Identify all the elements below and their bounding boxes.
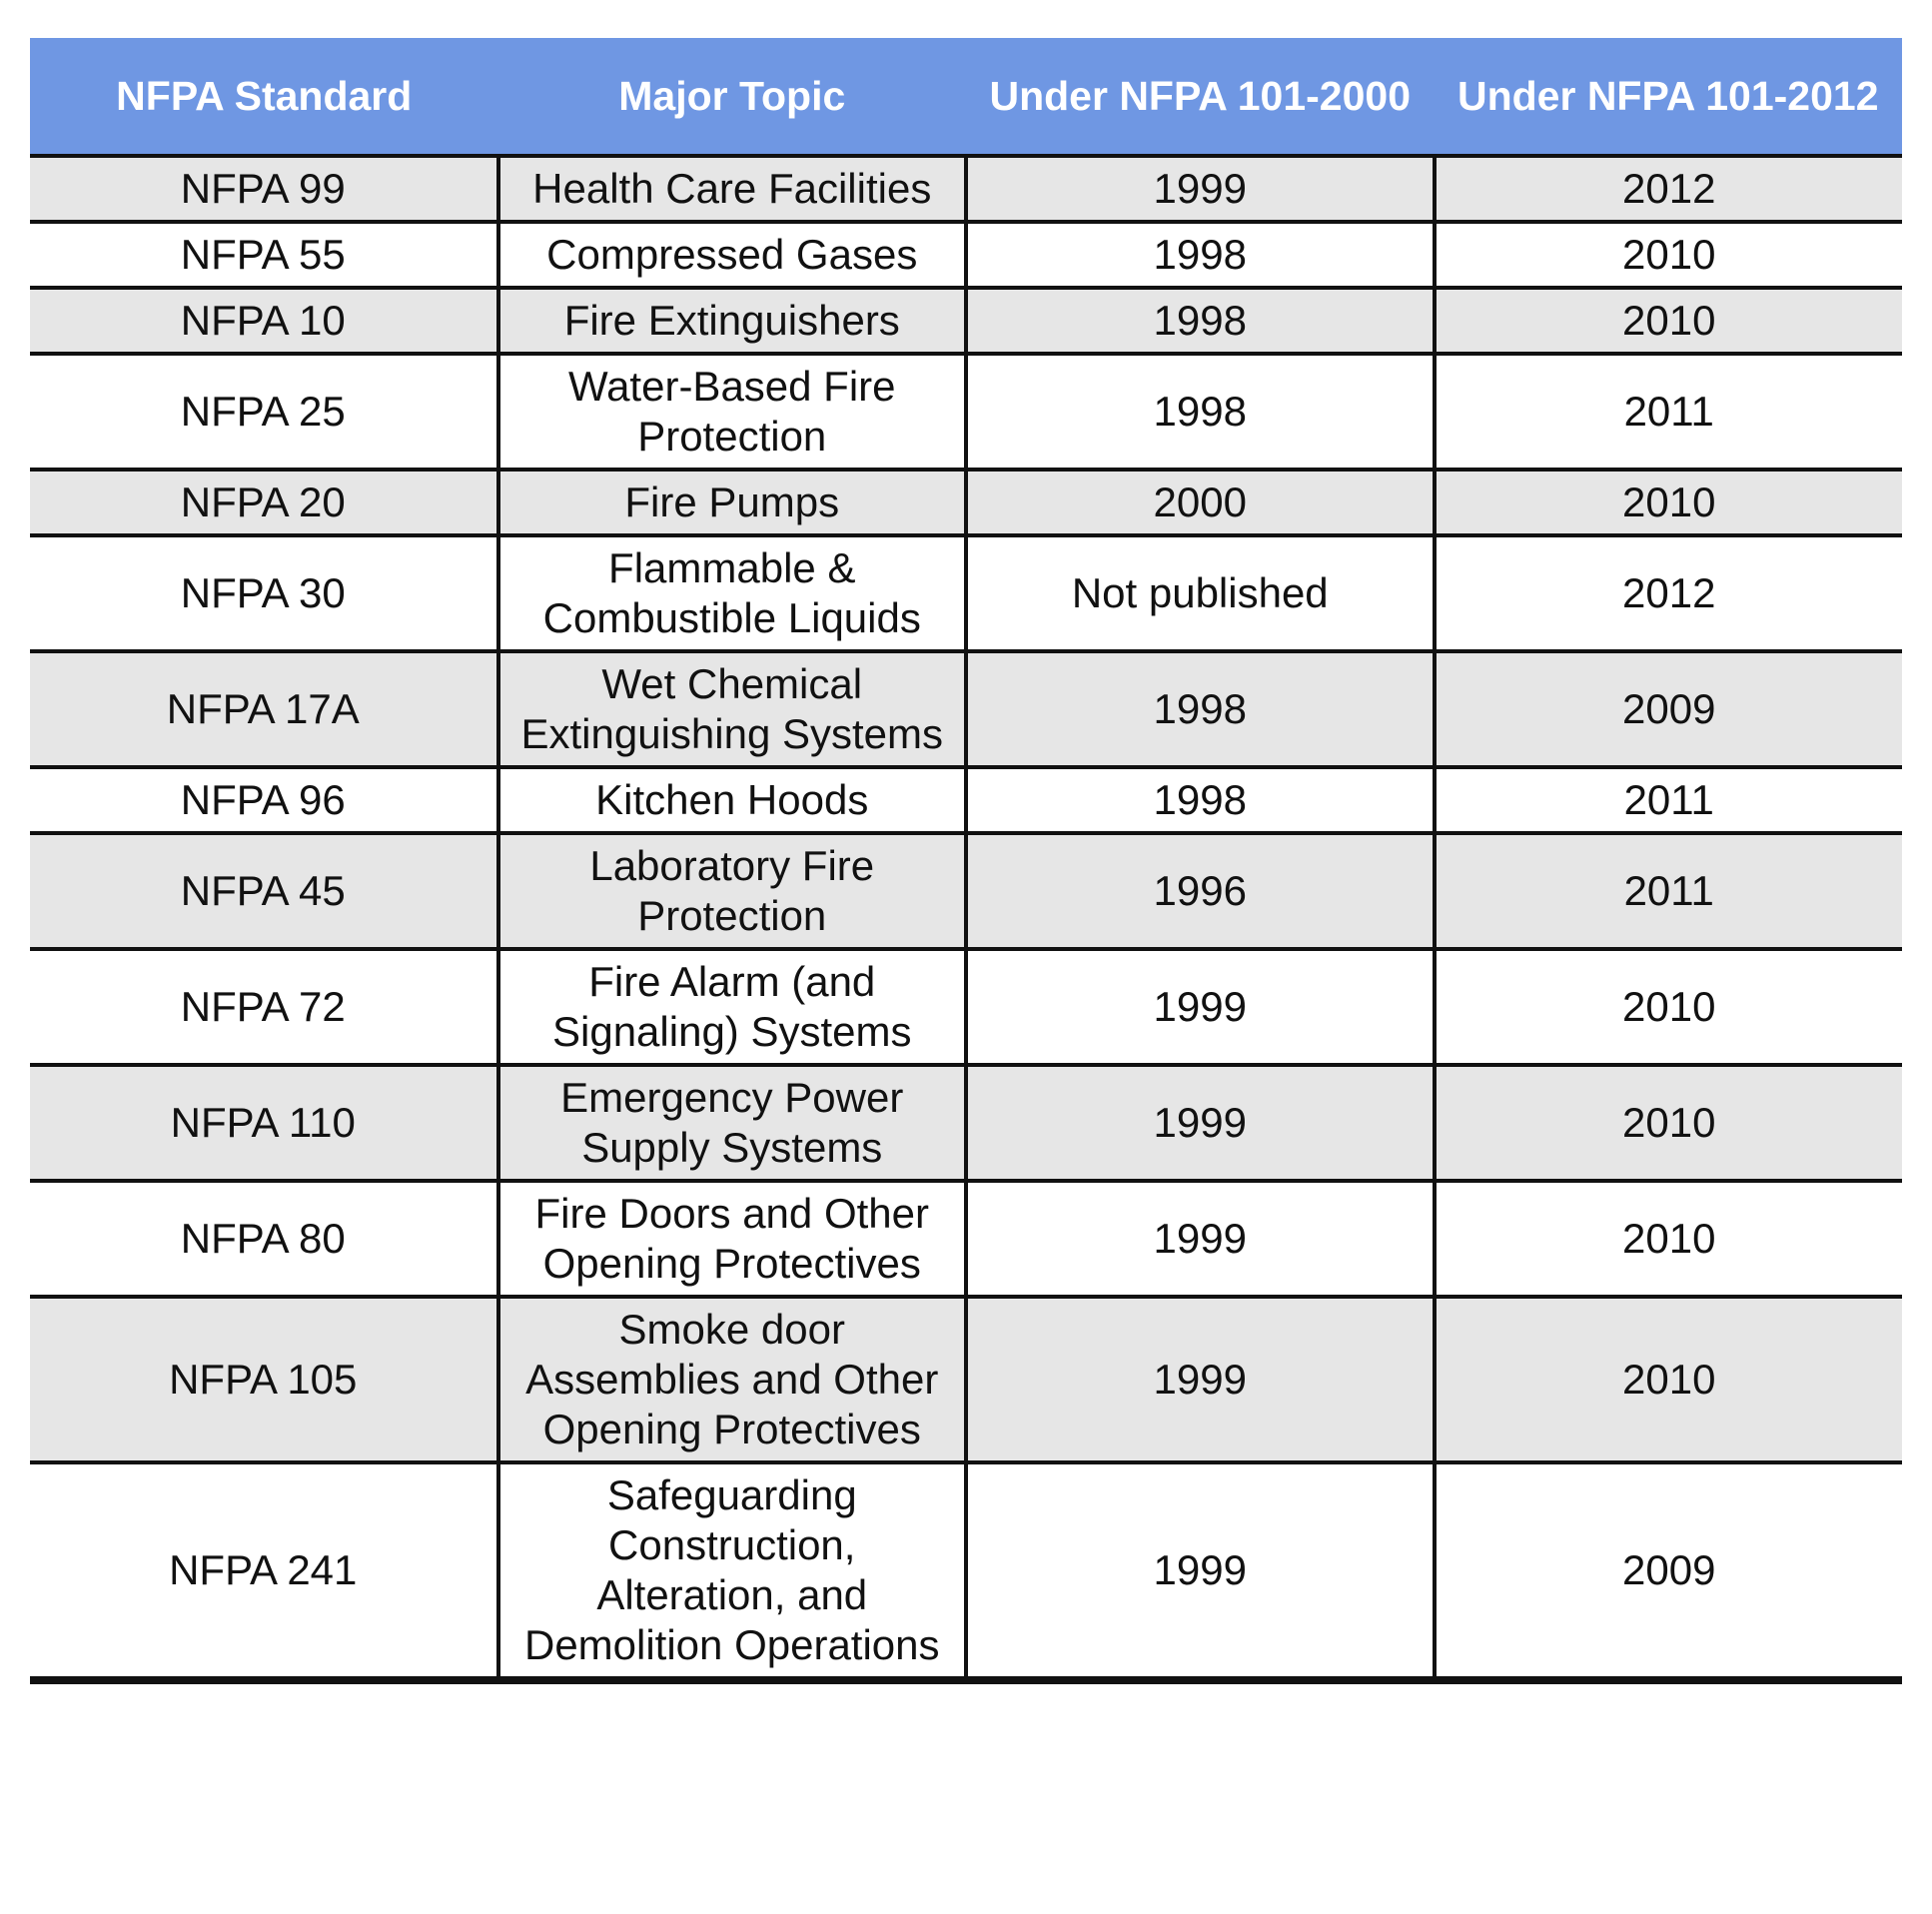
table-row — [30, 1181, 1902, 1297]
cell-major-topic: Water-Based Fire Protection — [498, 354, 967, 470]
header-nfpa-standard: NFPA Standard — [30, 38, 498, 156]
cell-major-topic: Safeguarding Construction, Alteration, and Demolition Operations — [498, 1462, 967, 1680]
cell-under-2000: 1998 — [966, 767, 1435, 833]
cell-under-2012: 2012 — [1435, 535, 1903, 651]
table-row — [30, 651, 1902, 767]
cell-under-2012: 2011 — [1435, 354, 1903, 470]
cell-nfpa-standard: NFPA 96 — [30, 767, 498, 833]
nfpa-standards-table-container — [30, 38, 1902, 1684]
cell-nfpa-standard: NFPA 25 — [30, 354, 498, 470]
cell-under-2000: 1999 — [966, 1297, 1435, 1462]
cell-under-2000: Not published — [966, 535, 1435, 651]
cell-under-2012: 2011 — [1435, 833, 1903, 949]
cell-major-topic: Compressed Gases — [498, 222, 967, 288]
cell-under-2012: 2010 — [1435, 1181, 1903, 1297]
cell-under-2000: 1998 — [966, 651, 1435, 767]
cell-nfpa-standard: NFPA 241 — [30, 1462, 498, 1680]
table-row — [30, 767, 1902, 833]
cell-under-2000: 1999 — [966, 1065, 1435, 1181]
cell-under-2012: 2009 — [1435, 1462, 1903, 1680]
cell-major-topic: Fire Extinguishers — [498, 288, 967, 354]
table-body — [30, 156, 1902, 1680]
cell-nfpa-standard: NFPA 17A — [30, 651, 498, 767]
cell-under-2012: 2010 — [1435, 222, 1903, 288]
cell-major-topic: Fire Pumps — [498, 470, 967, 535]
cell-under-2000: 1999 — [966, 1462, 1435, 1680]
cell-under-2012: 2010 — [1435, 1065, 1903, 1181]
table-row — [30, 833, 1902, 949]
cell-under-2012: 2010 — [1435, 949, 1903, 1065]
table-row — [30, 1065, 1902, 1181]
cell-under-2012: 2010 — [1435, 1297, 1903, 1462]
cell-under-2000: 1996 — [966, 833, 1435, 949]
cell-nfpa-standard: NFPA 99 — [30, 156, 498, 222]
cell-major-topic: Laboratory Fire Protection — [498, 833, 967, 949]
table-row — [30, 288, 1902, 354]
cell-nfpa-standard: NFPA 10 — [30, 288, 498, 354]
cell-under-2012: 2009 — [1435, 651, 1903, 767]
cell-under-2012: 2012 — [1435, 156, 1903, 222]
table-row — [30, 1462, 1902, 1680]
cell-under-2000: 1998 — [966, 354, 1435, 470]
table-row — [30, 470, 1902, 535]
cell-under-2000: 1998 — [966, 288, 1435, 354]
header-under-nfpa-101-2012: Under NFPA 101-2012 — [1435, 38, 1903, 156]
cell-nfpa-standard: NFPA 30 — [30, 535, 498, 651]
table-row — [30, 1297, 1902, 1462]
header-under-nfpa-101-2000: Under NFPA 101-2000 — [966, 38, 1435, 156]
header-major-topic: Major Topic — [498, 38, 967, 156]
table-row — [30, 354, 1902, 470]
cell-nfpa-standard: NFPA 20 — [30, 470, 498, 535]
cell-nfpa-standard: NFPA 105 — [30, 1297, 498, 1462]
cell-under-2000: 2000 — [966, 470, 1435, 535]
cell-nfpa-standard: NFPA 45 — [30, 833, 498, 949]
cell-major-topic: Health Care Facilities — [498, 156, 967, 222]
cell-nfpa-standard: NFPA 80 — [30, 1181, 498, 1297]
table-row — [30, 156, 1902, 222]
cell-major-topic: Fire Doors and Other Opening Protectives — [498, 1181, 967, 1297]
cell-major-topic: Wet Chemical Extinguishing Systems — [498, 651, 967, 767]
cell-nfpa-standard: NFPA 72 — [30, 949, 498, 1065]
table-row — [30, 949, 1902, 1065]
nfpa-standards-table — [30, 38, 1902, 1684]
table-row — [30, 535, 1902, 651]
cell-under-2012: 2010 — [1435, 470, 1903, 535]
cell-under-2000: 1998 — [966, 222, 1435, 288]
table-header — [30, 38, 1902, 156]
cell-under-2000: 1999 — [966, 949, 1435, 1065]
cell-major-topic: Fire Alarm (and Signaling) Systems — [498, 949, 967, 1065]
cell-under-2012: 2010 — [1435, 288, 1903, 354]
cell-major-topic: Smoke door Assemblies and Other Opening Protectives — [498, 1297, 967, 1462]
cell-major-topic: Flammable & Combustible Liquids — [498, 535, 967, 651]
header-row — [30, 38, 1902, 156]
cell-nfpa-standard: NFPA 110 — [30, 1065, 498, 1181]
cell-under-2000: 1999 — [966, 156, 1435, 222]
cell-under-2012: 2011 — [1435, 767, 1903, 833]
cell-major-topic: Kitchen Hoods — [498, 767, 967, 833]
cell-major-topic: Emergency Power Supply Systems — [498, 1065, 967, 1181]
table-row — [30, 222, 1902, 288]
cell-nfpa-standard: NFPA 55 — [30, 222, 498, 288]
cell-under-2000: 1999 — [966, 1181, 1435, 1297]
